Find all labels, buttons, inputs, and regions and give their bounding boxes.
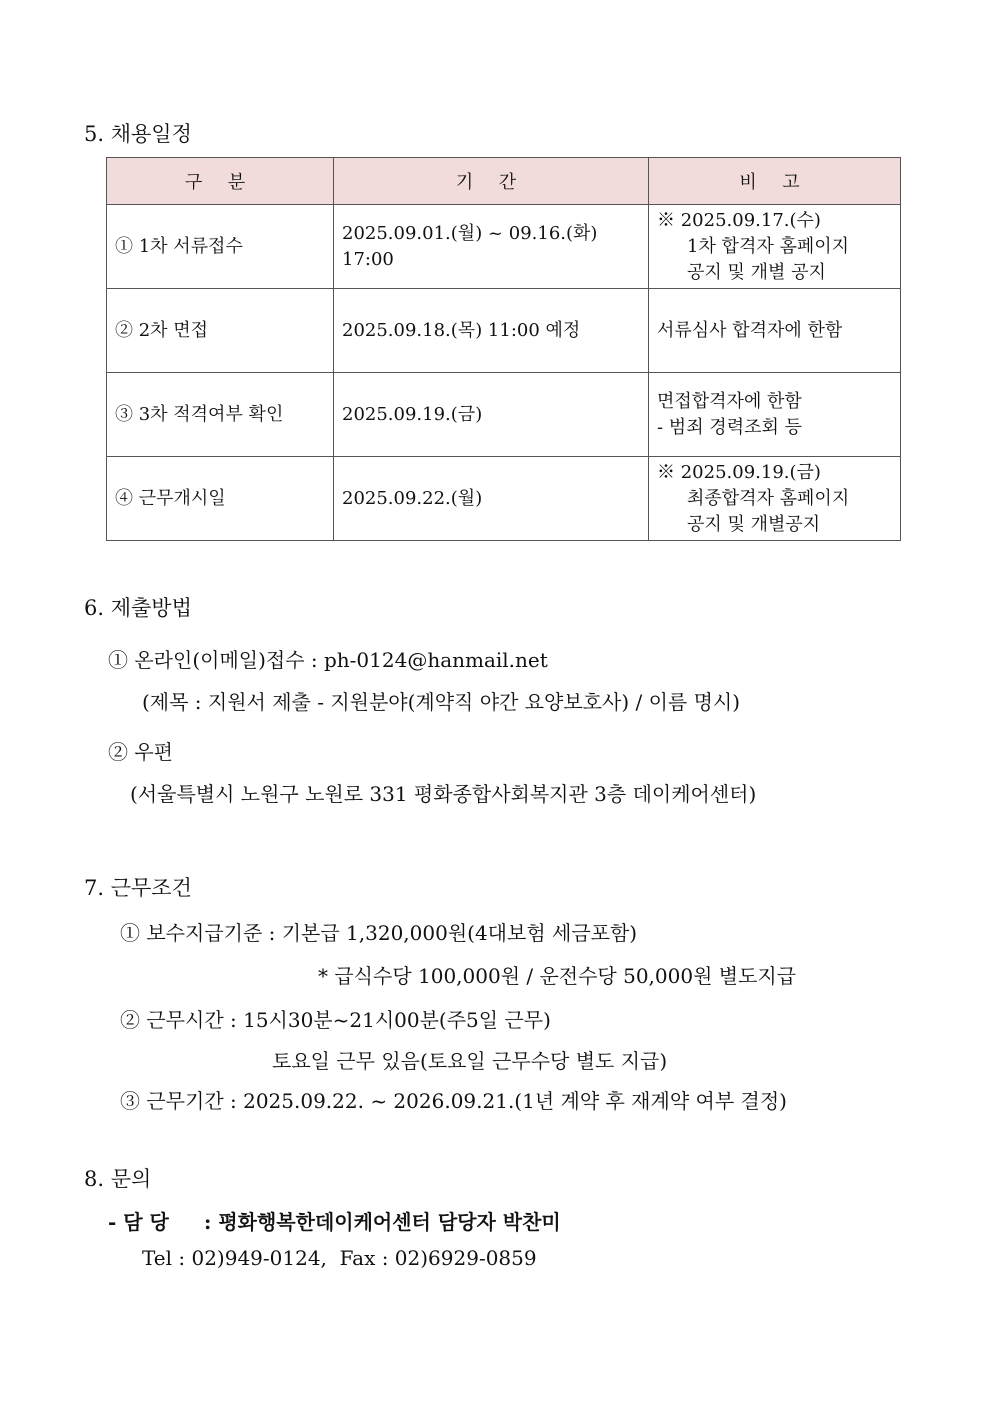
stage-cell: ④ 근무개시일	[107, 457, 334, 541]
remark-line: ※ 2025.09.19.(금)	[657, 461, 821, 483]
remark-line: 서류심사 합격자에 한함	[657, 319, 843, 341]
section-7-title: 7. 근무조건	[84, 876, 192, 900]
submission-mail: ② 우편	[108, 740, 173, 764]
submission-online-note: (제목 : 지원서 제출 - 지원분야(계약직 야간 요양보호사) / 이름 명시)	[142, 690, 741, 714]
table-header-row	[107, 158, 901, 205]
period-cell: 2025.09.18.(목) 11:00 예정	[334, 289, 649, 373]
period-cell: 2025.09.22.(월)	[334, 457, 649, 541]
remark-line: ※ 2025.09.17.(수)	[657, 209, 821, 231]
remark-line: - 범죄 경력조회 등	[657, 416, 802, 438]
table-row	[107, 457, 901, 541]
contact-phone-fax: Tel : 02)949-0124, Fax : 02)6929-0859	[142, 1246, 537, 1270]
remarks-cell	[649, 205, 901, 289]
header-category: 구 분	[107, 158, 334, 205]
remarks-cell	[649, 289, 901, 373]
working-period: ③ 근무기간 : 2025.09.22. ~ 2026.09.21.(1년 계약 후 재계약 여부 결정)	[120, 1089, 787, 1113]
remark-line: 공지 및 개별 공지	[687, 261, 826, 283]
section-8-title: 8. 문의	[84, 1167, 152, 1191]
remarks-cell	[649, 373, 901, 457]
stage-cell: ① 1차 서류접수	[107, 205, 334, 289]
section-5-title: 5. 채용일정	[84, 122, 192, 146]
table-row	[107, 289, 901, 373]
submission-mail-address: (서울특별시 노원구 노원로 331 평화종합사회복지관 3층 데이케어센터)	[130, 782, 757, 806]
section-6-title: 6. 제출방법	[84, 596, 192, 620]
salary-basis: ① 보수지급기준 : 기본급 1,320,000원(4대보험 세금포함)	[120, 921, 638, 945]
table-row	[107, 205, 901, 289]
header-period: 기 간	[334, 158, 649, 205]
remarks-cell	[649, 457, 901, 541]
stage-cell: ③ 3차 적격여부 확인	[107, 373, 334, 457]
header-remarks: 비 고	[649, 158, 901, 205]
table-row	[107, 373, 901, 457]
schedule-table	[106, 157, 901, 541]
working-hours-note: 토요일 근무 있음(토요일 근무수당 별도 지급)	[272, 1049, 668, 1073]
remark-line: 1차 합격자 홈페이지	[687, 235, 849, 257]
remark-line: 공지 및 개별공지	[687, 513, 821, 535]
period-cell: 2025.09.19.(금)	[334, 373, 649, 457]
contact-label: - 담 당	[108, 1210, 169, 1234]
remark-line: 면접합격자에 한함	[657, 390, 802, 412]
remark-line: 최종합격자 홈페이지	[687, 487, 850, 509]
submission-online: ① 온라인(이메일)접수 : ph-0124@hanmail.net	[108, 648, 548, 672]
period-cell: 2025.09.01.(월) ~ 09.16.(화) 17:00	[334, 205, 649, 289]
stage-cell: ② 2차 면접	[107, 289, 334, 373]
contact-person: : 평화행복한데이케어센터 담당자 박찬미	[204, 1210, 561, 1234]
salary-allowance-note: * 급식수당 100,000원 / 운전수당 50,000원 별도지급	[318, 964, 797, 988]
working-hours: ② 근무시간 : 15시30분~21시00분(주5일 근무)	[120, 1008, 551, 1032]
